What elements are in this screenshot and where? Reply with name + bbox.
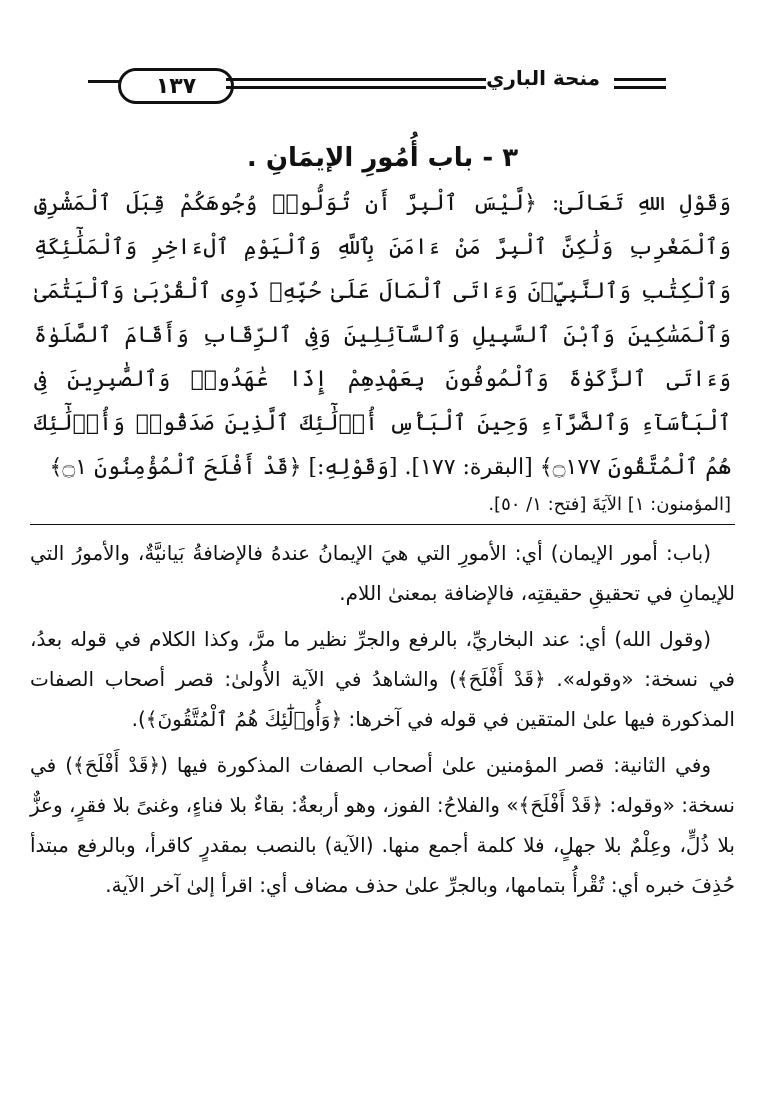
section-divider	[30, 524, 735, 525]
header-rule-top	[226, 78, 486, 81]
chapter-title: ٣ - باب أُمُورِ الإيمَانِ .	[246, 143, 519, 173]
page-header	[26, 64, 666, 114]
page-number: ١٣٧	[118, 68, 234, 104]
commentary-paragraph: (وقول الله) أي: عند البخاريِّ، بالرفع والجرِّ نظير ما مرَّ، وكذا الكلام في قوله بعدُ، في نسخة: «وقوله». ﴿قَدْ أَفْلَحَ﴾) والشاهدُ في الآية الأُولىٰ: قصر أصحاب الصفات المذكورة فيها علىٰ المتقين في قوله في آخرها: ﴿وَأُو۟لَٰٓئِكَ هُمُ ٱلْمُتَّقُونَ﴾).	[30, 627, 735, 731]
header-rule-right-top	[614, 78, 666, 81]
header-rule-bottom	[226, 86, 486, 89]
quran-verse-block: وَقَوْلِ اللهِ تَعَالَىٰ: ﴿لَّيْسَ ٱلْبِرَّ أَن تُوَلُّوا۟ وُجُوهَكُمْ قِبَلَ ٱلْمَشْرِقِ وَٱلْمَغْرِبِ وَلَٰكِنَّ ٱلْبِرَّ مَنْ ءَامَنَ بِٱللَّهِ وَٱلْيَوْمِ ٱلْءَاخِرِ وَٱلْمَلَٰٓئِكَةِ وَٱلْكِتَٰبِ وَٱلنَّبِيِّۦنَ وَءَاتَى ٱلْمَالَ عَلَىٰ حُبِّهِۦ ذَوِى ٱلْقُرْبَىٰ وَٱلْيَتَٰمَىٰ وَٱلْمَسَٰكِينَ وَٱبْنَ ٱلسَّبِيلِ وَٱلسَّآئِلِينَ وَفِى ٱلرِّقَابِ وَأَقَامَ ٱلصَّلَوٰةَ وَءَاتَى ٱلزَّكَوٰةَ وَٱلْمُوفُونَ بِعَهْدِهِمْ إِذَا عَٰهَدُوا۟ وَٱلصَّٰبِرِينَ فِى ٱلْبَأْسَآءِ وَٱلضَّرَّآءِ وَحِينَ ٱلْبَأْسِ أُو۟لَٰٓئِكَ ٱلَّذِينَ صَدَقُوا۟ وَأُو۟لَٰٓئِكَ هُمُ ٱلْمُتَّقُونَ ۝١٧٧﴾ [البقرة: ١٧٧]. [وَقَوْلِهِ:] ﴿قَدْ أَفْلَحَ ٱلْمُؤْمِنُونَ ۝١﴾	[34, 191, 731, 480]
verse-reference: [المؤمنون: ١] الآيَةَ [فتح: ١/ ٥٠].	[488, 494, 731, 515]
commentary-paragraph: (باب: أمور الإيمان) أي: الأمورِ التي هيَ الإيمانُ عندهُ فالإضافةُ بَيانيَّةٌ، والأمورُ التي للإيمانِ في تحقيقِ حقيقتِه، فالإضافة بمعنىٰ اللام.	[30, 541, 735, 605]
book-title: منحة الباري	[486, 66, 600, 90]
page-content	[30, 140, 735, 911]
commentary-paragraph: وفي الثانية: قصر المؤمنين علىٰ أصحاب الصفات المذكورة فيها (﴿قَدْ أَفْلَحَ﴾) في نسخة: «وقوله: ﴿قَدْ أَفْلَحَ﴾» والفلاحُ: الفوز، وهو أربعةٌ: بقاءٌ بلا فناءٍ، وغنىً بلا فقرٍ، وعزٌّ بلا ذُلٍّ، وعِلْمٌ بلا جهلٍ، فلا كلمة أجمع منها. (الآية) بالنصب بمقدرٍ كاقرأ، وبالرفع مبتدأ حُذِفَ خبره أي: تُقْرأُ بتمامها، وبالجرِّ علىٰ حذف مضاف أي: اقرأ إلىٰ آخر الآية.	[30, 753, 735, 897]
header-rule-right-bottom	[614, 86, 666, 89]
